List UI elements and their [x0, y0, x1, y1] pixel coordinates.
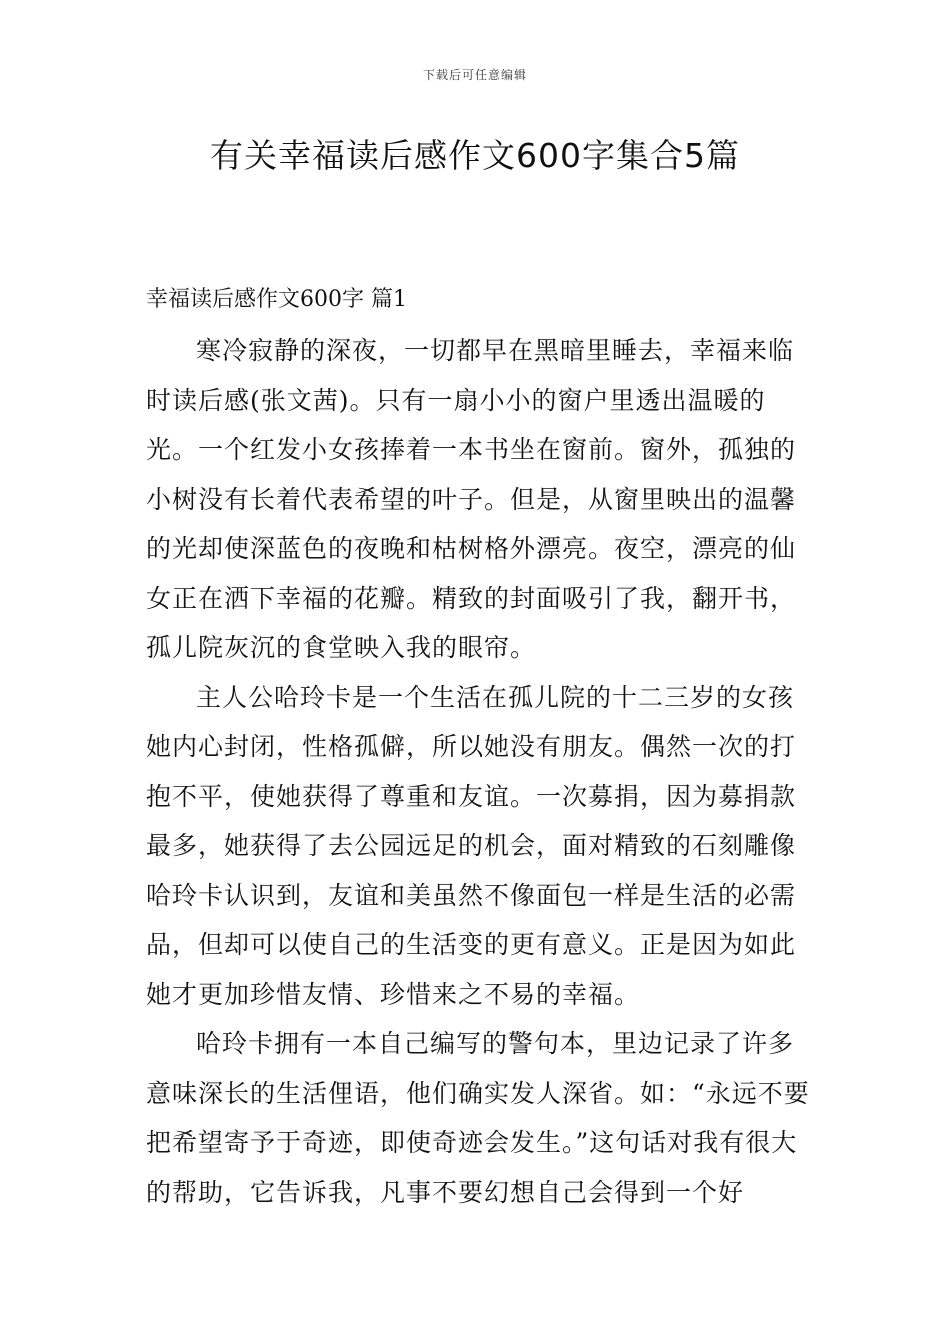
paragraph-3: 哈玲卡拥有一本自己编写的警句本，里边记录了许多意味深长的生活俚语，他们确实发人深省。如：“永远不要把希望寄予于奇迹，即使奇迹会发生。”这句话对我有很大的帮助，它告诉我，凡事不要幻想自己会得到一个好 [146, 1029, 810, 1207]
body-text [146, 326, 810, 1217]
paragraph-1: 寒冷寂静的深夜，一切都早在黑暗里睡去，幸福来临时读后感(张文茜)。只有一扇小小的窗户里透出温暖的光。一个红发小女孩捧着一本书坐在窗前。窗外，孤独的小树没有长着代表希望的叶子。但是，从窗里映出的温馨的光却使深蓝色的夜晚和枯树格外漂亮。夜空，漂亮的仙女正在洒下幸福的花瓣。精致的封面吸引了我，翻开书，孤儿院灰沉的食堂映入我的眼帘。 [146, 336, 797, 662]
paragraph-2: 主人公哈玲卡是一个生活在孤儿院的十二三岁的女孩她内心封闭，性格孤僻，所以她没有朋友。偶然一次的打抱不平，使她获得了尊重和友谊。一次募捐，因为募捐款最多，她获得了去公园远足的机会，面对精致的石刻雕像哈玲卡认识到，友谊和美虽然不像面包一样是生活的必需品，但却可以使自己的生活变的更有意义。正是因为如此她才更加珍惜友情、珍惜来之不易的幸福。 [146, 682, 797, 1009]
section-heading: 幸福读后感作文600字 篇1 [146, 287, 407, 312]
header-note: 下载后可任意编辑 [422, 68, 527, 82]
document-title: 有关幸福读后感作文600字集合5篇 [210, 136, 740, 175]
